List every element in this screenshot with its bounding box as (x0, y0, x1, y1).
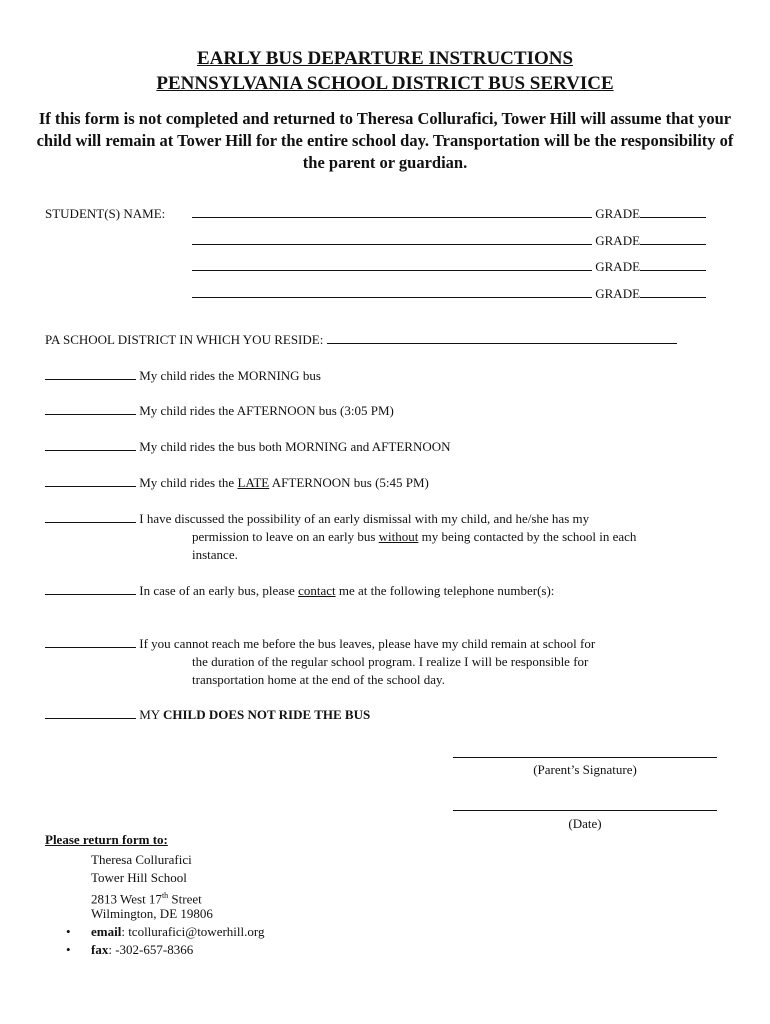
street-name: Street (168, 891, 202, 907)
student-row (192, 286, 706, 302)
option-both (45, 439, 451, 455)
student-name-label: STUDENT(S) NAME: (45, 206, 166, 221)
parent-signature-field[interactable] (453, 757, 717, 758)
option-label: If you cannot reach me before the bus leaves, please have my child remain at school for (139, 636, 596, 651)
grade-label: GRADE (595, 259, 641, 274)
grade-field[interactable] (640, 206, 706, 218)
option-check-field[interactable] (45, 403, 136, 415)
return-fax (91, 941, 193, 959)
option-label-suffix: me at the following telephone number(s): (338, 583, 555, 598)
date-caption: (Date) (568, 816, 602, 831)
remain-continuation: transportation home at the end of the school day. (192, 672, 445, 687)
student-name-field[interactable] (192, 286, 592, 298)
option-late (45, 475, 429, 491)
grade-label: GRADE (595, 233, 641, 248)
late-emphasis: LATE (237, 475, 270, 490)
return-name: Theresa Collurafici (91, 852, 192, 867)
no-ride-prefix: MY (139, 707, 160, 722)
student-row (192, 233, 706, 249)
district-row (45, 332, 677, 348)
contact-emphasis: contact (298, 583, 336, 598)
street-suffix: th (161, 891, 169, 900)
option-label: My child rides the bus both MORNING and AFTERNOON (139, 439, 451, 454)
return-school: Tower Hill School (91, 870, 187, 885)
option-afternoon (45, 403, 394, 419)
option-label: My child rides the MORNING bus (139, 368, 321, 383)
option-label-prefix: My child rides the (139, 475, 235, 490)
return-email (91, 923, 264, 941)
email-label: email (91, 924, 122, 939)
without-emphasis: without (378, 529, 419, 544)
option-check-field[interactable] (45, 368, 136, 380)
return-city: Wilmington, DE 19806 (91, 906, 213, 921)
student-name-field[interactable] (192, 233, 592, 245)
street-number: 2813 West 17 (91, 891, 162, 907)
district-label: PA SCHOOL DISTRICT IN WHICH YOU RESIDE: (45, 332, 324, 347)
option-check-field[interactable] (45, 475, 136, 487)
no-ride-emphasis: CHILD DOES NOT RIDE THE BUS (162, 707, 371, 722)
student-row (192, 206, 706, 222)
option-label-prefix: In case of an early bus, please (139, 583, 295, 598)
grade-label: GRADE (595, 206, 641, 221)
grade-label: GRADE (595, 286, 641, 301)
option-check-field[interactable] (45, 439, 136, 451)
option-remain-at-school (45, 636, 595, 652)
grade-field[interactable] (640, 286, 706, 298)
dismissal-continuation (192, 528, 636, 546)
parent-signature-caption: (Parent’s Signature) (533, 762, 637, 777)
date-field[interactable] (453, 810, 717, 811)
option-contact (45, 583, 554, 599)
bullet-icon: • (66, 924, 71, 939)
fax-value: : -302-657-8366 (108, 942, 194, 957)
option-label: My child rides the AFTERNOON bus (3:05 PM) (139, 403, 394, 418)
email-value[interactable]: : tcollurafici@towerhill.org (121, 924, 265, 939)
dismissal-text: my being contacted by the school in each (421, 529, 637, 544)
option-check-field[interactable] (45, 583, 136, 595)
option-no-ride (45, 707, 370, 723)
return-heading: Please return form to: (45, 832, 168, 847)
option-check-field[interactable] (45, 707, 136, 719)
option-morning (45, 368, 321, 384)
form-subtitle: PENNSYLVANIA SCHOOL DISTRICT BUS SERVICE (156, 73, 614, 94)
fax-label: fax (91, 942, 109, 957)
student-name-field[interactable] (192, 259, 592, 271)
grade-field[interactable] (640, 233, 706, 245)
remain-continuation: the duration of the regular school program. I realize I will be responsible for (192, 654, 589, 669)
option-label-suffix: AFTERNOON bus (5:45 PM) (271, 475, 429, 490)
form-title: EARLY BUS DEPARTURE INSTRUCTIONS (196, 48, 574, 69)
option-label: I have discussed the possibility of an early dismissal with my child, and he/she has my (139, 511, 590, 526)
district-field[interactable] (327, 332, 677, 344)
option-check-field[interactable] (45, 511, 136, 523)
grade-field[interactable] (640, 259, 706, 271)
intro-paragraph: If this form is not completed and returned to Theresa Collurafici, Tower Hill will assume that your child will remain at Tower Hill for the entire school day. Transportation will be the responsibility of the parent or guardian. (36, 109, 734, 172)
dismissal-text: permission to leave on an early bus (192, 529, 376, 544)
option-early-dismissal (45, 511, 589, 527)
bullet-icon: • (66, 942, 71, 957)
student-name-field[interactable] (192, 206, 592, 218)
student-row (192, 259, 706, 275)
dismissal-continuation: instance. (192, 547, 238, 562)
option-check-field[interactable] (45, 636, 136, 648)
